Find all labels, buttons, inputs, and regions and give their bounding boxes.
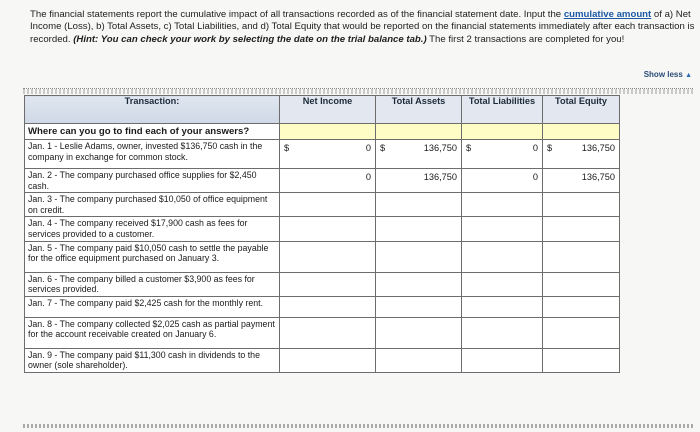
amount-input[interactable] <box>284 196 371 206</box>
cell-net-income[interactable] <box>280 272 376 296</box>
amount-input[interactable] <box>380 321 457 331</box>
amount-input[interactable] <box>547 276 615 286</box>
cell-total-liabilities[interactable] <box>462 140 543 169</box>
cell-net-income[interactable] <box>280 348 376 372</box>
cell-total-equity[interactable] <box>543 317 620 348</box>
transaction-description: Jan. 6 - The company billed a customer $3,900 as fees for services provided. <box>25 272 280 296</box>
amount-input[interactable] <box>547 245 615 255</box>
cell-net-income[interactable] <box>280 241 376 272</box>
amount-input[interactable] <box>284 321 371 331</box>
cell-total-assets[interactable] <box>376 193 462 217</box>
instructions-part3: The first 2 transactions are completed for you! <box>426 33 625 45</box>
table-row <box>25 296 620 317</box>
table-row <box>25 348 620 372</box>
dollar-sign: $ <box>284 143 290 153</box>
transaction-description: Jan. 1 - Leslie Adams, owner, invested $136,750 cash in the company in exchange for common stock. <box>25 140 280 169</box>
amount-input[interactable] <box>380 220 457 230</box>
show-less-toggle[interactable] <box>644 70 692 79</box>
cell-total-assets[interactable] <box>376 169 462 193</box>
cell-value: 0 <box>365 143 371 153</box>
dollar-sign: $ <box>466 143 472 153</box>
cell-total-equity[interactable] <box>543 217 620 241</box>
answer-cell-total-equity[interactable] <box>543 124 620 140</box>
cumulative-amounts-table <box>24 95 620 373</box>
cell-total-liabilities[interactable] <box>462 296 543 317</box>
amount-input[interactable] <box>284 352 371 362</box>
amount-input[interactable] <box>380 352 457 362</box>
amount-input[interactable] <box>466 352 538 362</box>
question-row: Where can you go to find each of your answers? <box>25 124 280 140</box>
cell-value: 0 <box>532 172 538 182</box>
table-row <box>25 241 620 272</box>
cell-net-income[interactable] <box>280 317 376 348</box>
cell-total-assets[interactable] <box>376 348 462 372</box>
amount-input[interactable] <box>547 196 615 206</box>
transaction-description: Jan. 8 - The company collected $2,025 cash as partial payment for the account receivable created on January 6. <box>25 317 280 348</box>
cell-total-liabilities[interactable] <box>462 193 543 217</box>
amount-input[interactable] <box>466 196 538 206</box>
cell-total-equity[interactable] <box>543 169 620 193</box>
cell-total-equity[interactable] <box>543 296 620 317</box>
amount-input[interactable] <box>380 300 457 310</box>
cell-total-liabilities[interactable] <box>462 348 543 372</box>
amount-input[interactable] <box>547 321 615 331</box>
cell-total-assets[interactable] <box>376 296 462 317</box>
instructions-part1: The financial statements report the cumulative impact of all transactions recorded as of the financial statement date. Input the <box>30 9 564 20</box>
header-net-income: Net Income <box>280 96 376 124</box>
triangle-up-icon: ▲ <box>685 72 692 79</box>
instructions-hint: (Hint: You can check your work by selecting the date on the trial balance tab.) <box>73 33 427 45</box>
amount-input[interactable] <box>466 276 538 286</box>
instructions-text <box>30 9 695 46</box>
cumulative-amount-link[interactable]: cumulative amount <box>563 9 652 20</box>
answer-cell-total-assets[interactable] <box>376 124 462 140</box>
cell-net-income[interactable] <box>280 140 376 169</box>
header-total-assets: Total Assets <box>376 96 462 124</box>
table-row <box>25 217 620 241</box>
amount-input[interactable] <box>547 300 615 310</box>
cell-value: 0 <box>532 143 538 153</box>
cell-net-income[interactable] <box>280 169 376 193</box>
amount-input[interactable] <box>466 321 538 331</box>
dollar-sign: $ <box>547 143 553 153</box>
cell-total-liabilities[interactable] <box>462 217 543 241</box>
cell-net-income[interactable] <box>280 296 376 317</box>
cell-total-equity[interactable] <box>543 348 620 372</box>
amount-input[interactable] <box>466 300 538 310</box>
cell-total-assets[interactable] <box>376 140 462 169</box>
transaction-description: Jan. 4 - The company received $17,900 cash as fees for services provided to a customer. <box>25 217 280 241</box>
cell-total-equity[interactable] <box>543 241 620 272</box>
transaction-description: Jan. 7 - The company paid $2,425 cash for the monthly rent. <box>25 296 280 317</box>
amount-input[interactable] <box>380 245 457 255</box>
amount-input[interactable] <box>547 352 615 362</box>
cell-total-liabilities[interactable] <box>462 272 543 296</box>
answer-cell-total-liabilities[interactable] <box>462 124 543 140</box>
instructions-part2: of a) Net Income (Loss), b) Total Assets, c) Total Liabilities, and d) Total Equity that would be reported on the financial statements immediately after each transaction is recorded. <box>30 9 695 45</box>
transaction-description: Jan. 9 - The company paid $11,300 cash in dividends to the owner (sole shareholder). <box>25 348 280 372</box>
amount-input[interactable] <box>284 276 371 286</box>
transaction-description: Jan. 3 - The company purchased $10,050 of office equipment on credit. <box>25 193 280 217</box>
cell-total-liabilities[interactable] <box>462 317 543 348</box>
header-total-liabilities: Total Liabilities <box>462 96 543 124</box>
table-row <box>25 317 620 348</box>
table-row <box>25 140 620 169</box>
cell-value: 136,750 <box>423 172 457 182</box>
transaction-description: Jan. 2 - The company purchased office supplies for $2,450 cash. <box>25 169 280 193</box>
amount-input[interactable] <box>284 300 371 310</box>
amount-input[interactable] <box>466 245 538 255</box>
cell-total-equity[interactable] <box>543 193 620 217</box>
amount-input[interactable] <box>284 245 371 255</box>
header-transaction: Transaction: <box>25 96 280 124</box>
cell-total-assets[interactable] <box>376 317 462 348</box>
cell-net-income[interactable] <box>280 193 376 217</box>
amount-input[interactable] <box>380 196 457 206</box>
table-row <box>25 272 620 296</box>
cell-value: 136,750 <box>423 143 457 153</box>
worksheet <box>23 88 693 428</box>
table-row <box>25 169 620 193</box>
amount-input[interactable] <box>547 220 615 230</box>
amount-input[interactable] <box>466 220 538 230</box>
cell-total-assets[interactable] <box>376 272 462 296</box>
cell-total-equity[interactable] <box>543 272 620 296</box>
cell-net-income[interactable] <box>280 217 376 241</box>
cell-total-equity[interactable] <box>543 140 620 169</box>
cell-total-liabilities[interactable] <box>462 241 543 272</box>
amount-input[interactable] <box>380 276 457 286</box>
header-total-equity: Total Equity <box>543 96 620 124</box>
dollar-sign: $ <box>380 143 386 153</box>
sheet-bottom-border <box>23 424 693 428</box>
cell-total-liabilities[interactable] <box>462 169 543 193</box>
amount-input[interactable] <box>284 220 371 230</box>
cell-total-assets[interactable] <box>376 241 462 272</box>
answer-cell-net-income[interactable] <box>280 124 376 140</box>
cell-value: 136,750 <box>581 172 615 182</box>
show-less-label[interactable]: Show less <box>643 70 683 79</box>
cell-total-assets[interactable] <box>376 217 462 241</box>
transaction-description: Jan. 5 - The company paid $10,050 cash to settle the payable for the office equipment purchased on January 3. <box>25 241 280 272</box>
cell-value: 136,750 <box>581 143 615 153</box>
cell-value: 0 <box>365 172 371 182</box>
table-row <box>25 193 620 217</box>
